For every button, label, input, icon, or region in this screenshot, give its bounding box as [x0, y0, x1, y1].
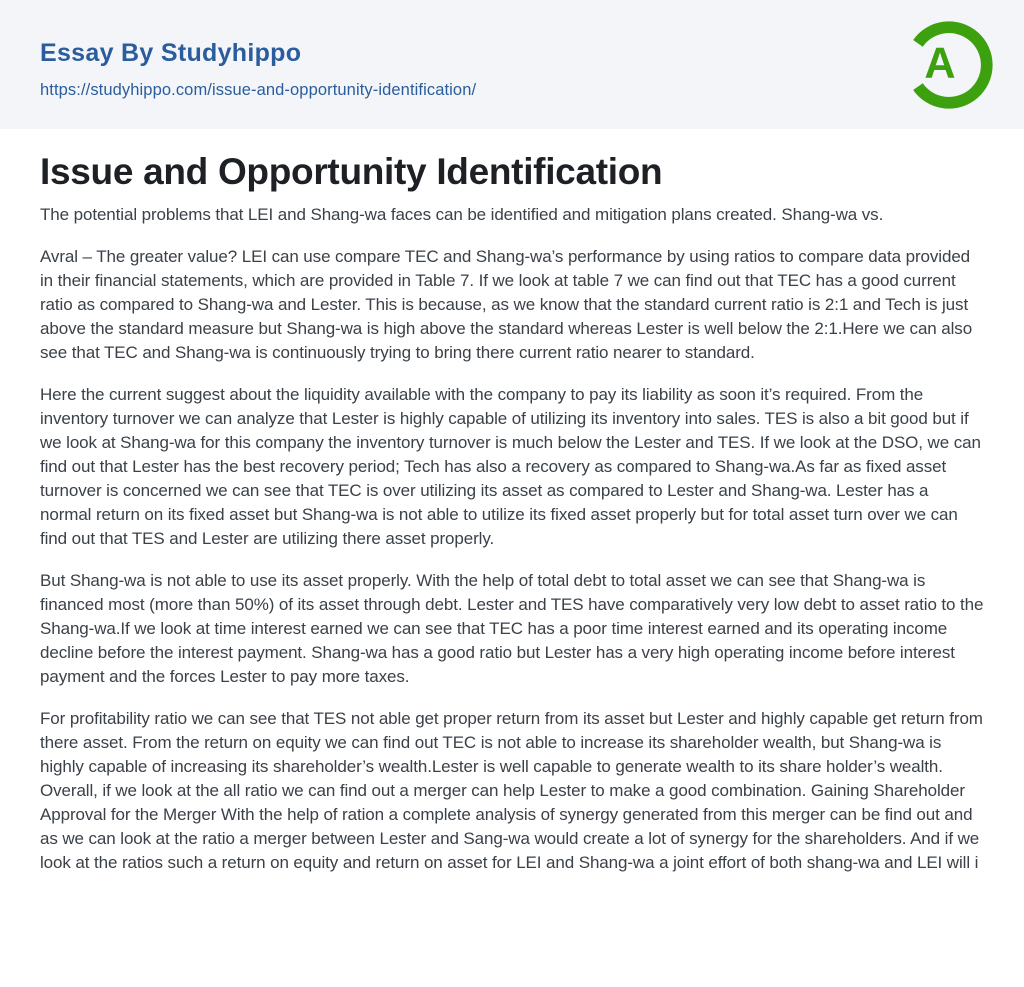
article-body [40, 203, 984, 875]
article-title: Issue and Opportunity Identification [40, 151, 663, 192]
article-paragraph: The potential problems that LEI and Shang-wa faces can be identified and mitigation plans created. Shang-wa vs. [40, 205, 884, 224]
article-paragraph: But Shang-wa is not able to use its asset properly. With the help of total debt to total asset we can see that Shang-wa is financed most (more than 50%) of its asset through debt. Lester and TES have comparatively very low debt to asset ratio to the Shang-wa.If we look at time interest earned we can see that TEC has a poor time interest earned and its operating income decline before the interest payment. Shang-wa has a good ratio but Lester has a very high operating income before interest payment and the forces Lester to pay more taxes. [40, 571, 984, 686]
page-header [0, 0, 1024, 129]
article-paragraph: Here the current suggest about the liquidity available with the company to pay its liability as soon it’s required. From the inventory turnover we can analyze that Lester is highly capable of utilizing its inventory into sales. TES is also a bit good but if we look at Shang-wa for this company the inventory turnover is much below the Lester and TES. If we look at the DSO, we can find out that Lester has the best recovery period; Tech has also a recovery as compared to Shang-wa.As far as fixed asset turnover is concerned we can see that TEC is over utilizing its asset as compared to Lester and Shang-wa. Lester has a normal return on its fixed asset but Shang-wa is not able to utilize its fixed asset properly but for total asset turn over we can find out that TES and Lester are utilizing there asset properly. [40, 385, 981, 548]
page-url-link[interactable]: https://studyhippo.com/issue-and-opportunity-identification/ [40, 81, 477, 99]
article-paragraph: For profitability ratio we can see that TES not able get proper return from its asset but Lester and highly capable get return from there asset. From the return on equity we can find out TEC is not able to increase its shareholder wealth, but Shang-wa is highly capable of increasing its shareholder’s wealth.Lester is well capable to generate wealth to its share holder’s wealth. Overall, if we look at the all ratio we can find out a merger can help Lester to make a good combination. Gaining Shareholder Approval for the Merger With the help of ration a complete analysis of synergy generated from this merger can be find out and as we can look at the ratio a merger between Lester and Sang-wa would create a lot of synergy for the shareholders. And if we look at the ratios such a return on equity and return on asset for LEI and Shang-wa a joint effort of both shang-wa and LEI will i [40, 709, 983, 872]
article-paragraph: Avral – The greater value? LEI can use compare TEC and Shang-wa’s performance by using ratios to compare data provided in their financial statements, which are provided in Table 7. If we look at table 7 we can find out that TEC has a good current ratio as compared to Shang-wa and Lester. This is because, as we know that the standard current ratio is 2:1 and Tech is just above the standard measure but Shang-wa is high above the standard whereas Lester is well below the 2:1.Here we can also see that TEC and Shang-wa is continuously trying to bring there current ratio nearer to standard. [40, 247, 973, 362]
studyhippo-logo-icon [904, 19, 994, 111]
logo-letter: A [924, 39, 956, 88]
article [0, 129, 1024, 875]
site-title: Essay By Studyhippo [40, 39, 302, 67]
